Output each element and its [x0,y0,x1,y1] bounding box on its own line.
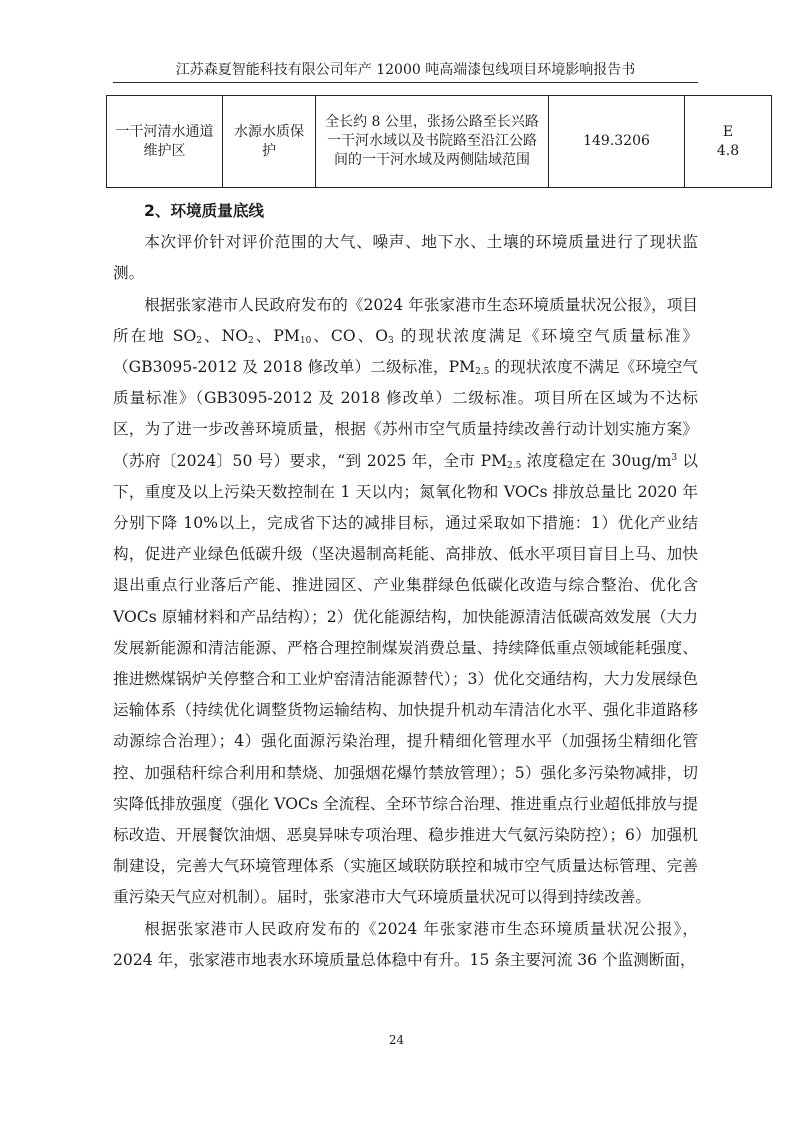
subscript: 2.5 [507,460,522,471]
subscript: 2 [196,335,202,346]
body-content [113,196,698,976]
zone-grade-value: 4.8 [716,142,740,159]
text-run: 的现状浓度不满足《环境空气质量标准》（GB3095-2012 及 2018 修改单）二级标准。项目所在区域为不达标区，为了进一步改善环境质量，根据《苏州市空气质量持续改善行动计划实施方案》（苏府〔2024〕50 号）要求，“到 2025 年，全市 PM [113,358,698,470]
paragraph-surface-water: 根据张家港市人民政府发布的《2024 年张家港市生态环境质量状况公报》，2024 年，张家港市地表水环境质量总体稳中有升。15 条主要河流 36 个监测断面， [113,919,698,969]
text-run: 浓度稳定在 30ug/m [521,451,672,470]
zone-scope-cell: 全长约 8 公里，张扬公路至长兴路一干河水域以及书院路至沿江公路间的一干河水域及两侧陆域范围 [316,96,549,188]
paragraph-monitoring: 本次评价针对评价范围的大气、噪声、地下水、土壤的环境质量进行了现状监测。 [113,233,698,283]
section-heading: 2、环境质量底线 [144,202,265,220]
subscript: 2.5 [475,367,490,378]
zone-area-cell: 149.3206 [549,96,685,188]
paragraph-air-quality [113,290,698,914]
zone-grade-cell [685,96,772,188]
text-run: 的现状浓度满足《环境空气质量标准》（GB3095-2012 及 2018 修改单）二级标准，PM [113,326,698,377]
page-number: 24 [388,1033,405,1047]
superscript: 3 [671,452,678,463]
zone-function-cell: 水源水质保护 [223,96,316,188]
text-run: 、PM [253,326,300,345]
table-row [107,96,772,188]
zone-name-cell: 一干河清水通道维护区 [107,96,223,188]
text-run: 、CO、O [311,326,389,345]
running-header: 江苏森夏智能科技有限公司年产 12000 吨高端漆包线项目环境影响报告书 [113,60,698,83]
text-run: 根据张家港市人民政府发布的《2024 年张家港市生态环境质量状况公报》，项目所在地 SO [113,295,698,345]
text-run: 以下，重度及以上污染天数控制在 1 天以内；氮氧化物和 VOCs 排放总量比 2020 年分别下降 10%以上，完成省下达的减排目标，通过采取如下措施：1）优化产业结构，促进产业绿色低碳升级（坚决遏制高耗能、高排放、低水平项目盲目上马、加快退出重点行业落后产能、推进园区、产业集群绿色低碳化改造与综合整治、优化含 VOCs 原辅材料和产品结构）；2）优化能源结构，加快能源清洁低碳高效发展（大力发展新能源和清洁能源、严格合理控制煤炭消费总量、持续降低重点领域能耗强度、推进燃煤锅炉关停整合和工业炉窑清洁能源替代）；3）优化交通结构，大力发展绿色运输体系（持续优化调整货物运输结构、加快提升机动车清洁化水平、强化非道路移动源综合治理）；4）强化面源污染治理，提升精细化管理水平（加强扬尘精细化管控、加强秸秆综合利用和禁烧、加强烟花爆竹禁放管理）；5）强化多污染物减排，切实降低排放强度（强化 VOCs 全流程、全环节综合治理、推进重点行业超低排放与提标改造、开展餐饮油烟、恶臭异味专项治理、稳步推进大气氨污染防控）；6）加强机制建设，完善大气环境管理体系（实施区域联防联控和城市空气质量达标管理、完善重污染天气应对机制）。届时，张家港市大气环境质量状况可以得到持续改善。 [113,451,698,907]
zoning-table [106,95,772,188]
subscript: 2 [248,335,254,346]
subscript: 10 [299,335,312,346]
subscript: 3 [388,335,394,346]
zone-grade: E [722,123,734,140]
text-run: 、NO [201,326,249,345]
